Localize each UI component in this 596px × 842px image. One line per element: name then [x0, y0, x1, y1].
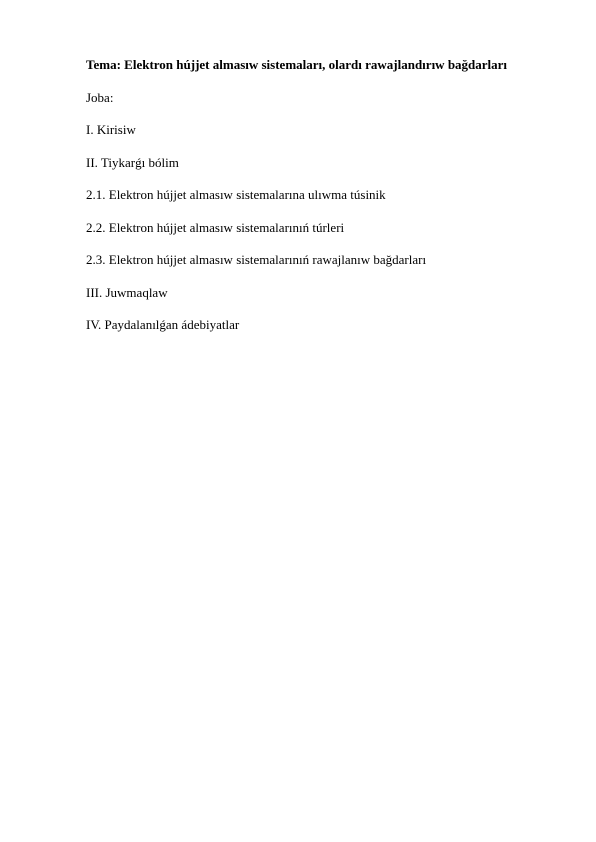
plan-item-references: IV. Paydalanılǵan ádebiyatlar [86, 317, 240, 332]
plan-item-2-1: 2.1. Elektron hújjet almasıw sistemalarına ulıwma túsinik [86, 187, 386, 202]
plan-item-2-3: 2.3. Elektron hújjet almasıw sistemalarınıń rawajlanıw bağdarları [86, 252, 427, 267]
plan-item-introduction: I. Kirisiw [86, 122, 136, 137]
plan-item-conclusion: III. Juwmaqlaw [86, 284, 168, 300]
plan-item-2-2: 2.2. Elektron hújjet almasıw sistemalarınıń túrleri [86, 219, 345, 235]
plan-heading: Joba: [86, 89, 114, 105]
document-title: Tema: Elektron hújjet almasıw sistemaları, olardı rawajlandırıw bağdarları [86, 57, 508, 72]
document-body [86, 56, 556, 349]
plan-item-main-part: II. Tiykarǵı bólim [86, 154, 179, 170]
